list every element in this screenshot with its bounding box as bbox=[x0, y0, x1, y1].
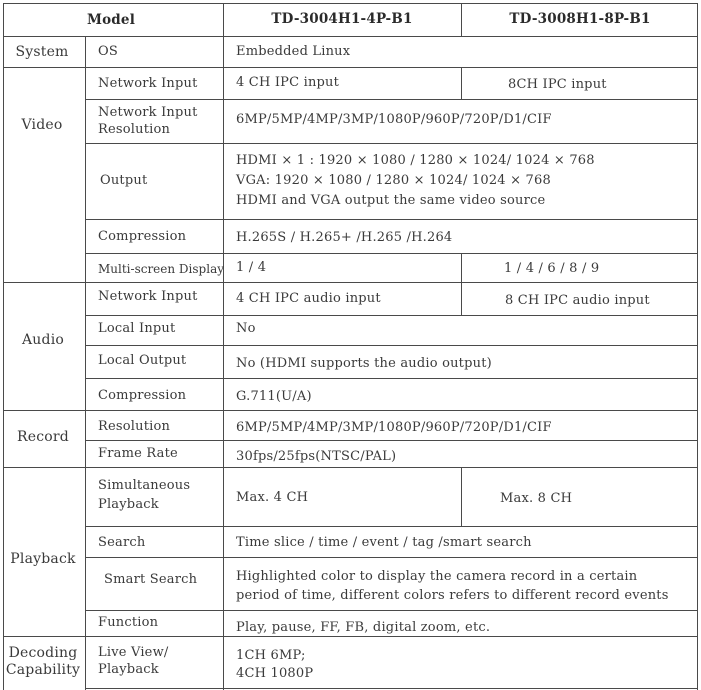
section-divider-record bbox=[3, 467, 698, 468]
row-divider bbox=[85, 143, 698, 144]
category-playback: Playback bbox=[10, 551, 76, 567]
value-smart-search-line2: period of time, different colors refers to different record events bbox=[236, 588, 669, 603]
value-network-input-4ch: 4 CH IPC input bbox=[236, 75, 340, 90]
value-multi-screen-4ch: 1 / 4 bbox=[236, 260, 267, 275]
value-audio-network-input-4ch: 4 CH IPC audio input bbox=[236, 291, 381, 306]
model-column-divider-header bbox=[461, 3, 462, 36]
row-divider bbox=[85, 688, 698, 689]
row-divider bbox=[85, 557, 698, 558]
model-column-divider-audio-input bbox=[461, 282, 462, 315]
row-label-network-input-resolution-line2: Resolution bbox=[98, 122, 171, 137]
header-model-8ch: TD-3008H1-8P-B1 bbox=[509, 11, 651, 27]
row-label-audio-compression: Compression bbox=[98, 388, 187, 403]
value-network-input-8ch: 8CH IPC input bbox=[508, 77, 607, 92]
value-simultaneous-4ch: Max. 4 CH bbox=[236, 490, 309, 505]
row-label-output: Output bbox=[100, 173, 148, 188]
row-divider bbox=[85, 610, 698, 611]
table-border-top bbox=[3, 3, 698, 4]
section-divider-video bbox=[3, 282, 698, 283]
category-column-divider bbox=[85, 36, 86, 690]
model-column-divider-multiscreen bbox=[461, 253, 462, 282]
row-label-simultaneous-line1: Simultaneous bbox=[98, 478, 191, 493]
category-system: System bbox=[15, 44, 69, 60]
row-label-simultaneous-line2: Playback bbox=[98, 497, 159, 512]
row-divider bbox=[85, 315, 698, 316]
value-audio-network-input-8ch: 8 CH IPC audio input bbox=[505, 293, 650, 308]
value-function: Play, pause, FF, FB, digital zoom, etc. bbox=[236, 620, 491, 635]
model-column-divider-simultaneous bbox=[461, 467, 462, 526]
row-label-multi-screen-display: Multi-screen Display bbox=[98, 262, 224, 276]
category-audio: Audio bbox=[22, 332, 64, 348]
value-compression: H.265S / H.265+ /H.265 /H.264 bbox=[236, 230, 453, 245]
row-divider bbox=[85, 526, 698, 527]
value-frame-rate: 30fps/25fps(NTSC/PAL) bbox=[236, 449, 397, 464]
value-output-note: HDMI and VGA output the same video source bbox=[236, 193, 546, 208]
row-label-frame-rate: Frame Rate bbox=[98, 446, 178, 461]
value-audio-compression: G.711(U/A) bbox=[236, 389, 312, 404]
value-output-hdmi: HDMI × 1 : 1920 × 1080 / 1280 × 1024/ 1024 × 768 bbox=[236, 153, 595, 168]
row-label-os: OS bbox=[98, 44, 118, 59]
category-decoding-line2: Capability bbox=[5, 662, 81, 678]
value-network-input-resolution: 6MP/5MP/4MP/3MP/1080P/960P/720P/D1/CIF bbox=[236, 112, 552, 127]
value-record-resolution: 6MP/5MP/4MP/3MP/1080P/960P/720P/D1/CIF bbox=[236, 420, 552, 435]
header-model: Model bbox=[86, 12, 136, 28]
section-divider-playback bbox=[3, 636, 698, 637]
category-video: Video bbox=[21, 117, 63, 133]
header-model-4ch: TD-3004H1-4P-B1 bbox=[271, 11, 413, 27]
row-label-record-resolution: Resolution bbox=[98, 419, 171, 434]
value-local-input: No bbox=[236, 321, 256, 336]
row-label-network-input-resolution-line1: Network Input bbox=[98, 105, 198, 120]
value-simultaneous-8ch: Max. 8 CH bbox=[500, 491, 573, 506]
category-record: Record bbox=[17, 429, 69, 445]
row-divider bbox=[85, 99, 698, 100]
row-divider bbox=[85, 345, 698, 346]
value-live-view-line1: 1CH 6MP; bbox=[236, 648, 306, 663]
row-label-local-output: Local Output bbox=[98, 353, 187, 368]
row-label-search: Search bbox=[98, 535, 146, 550]
table-border-left bbox=[3, 3, 4, 690]
row-label-function: Function bbox=[98, 615, 159, 630]
section-divider-audio bbox=[3, 410, 698, 411]
value-multi-screen-8ch: 1 / 4 / 6 / 8 / 9 bbox=[504, 261, 600, 276]
row-label-live-view-line1: Live View/ bbox=[98, 645, 169, 660]
table-border-right bbox=[697, 3, 698, 690]
row-label-local-input: Local Input bbox=[98, 321, 176, 336]
model-column-divider-network-input bbox=[461, 67, 462, 99]
row-divider bbox=[85, 378, 698, 379]
row-divider bbox=[85, 219, 698, 220]
value-live-view-line2: 4CH 1080P bbox=[236, 666, 314, 681]
section-divider-system bbox=[3, 67, 698, 68]
header-divider bbox=[3, 36, 698, 37]
value-os: Embedded Linux bbox=[236, 44, 351, 59]
row-label-smart-search: Smart Search bbox=[104, 572, 198, 587]
row-divider bbox=[85, 253, 698, 254]
value-column-divider bbox=[223, 3, 224, 690]
row-label-audio-network-input: Network Input bbox=[98, 289, 198, 304]
value-search: Time slice / time / event / tag /smart search bbox=[236, 535, 532, 550]
category-decoding-line1: Decoding bbox=[8, 645, 78, 661]
value-smart-search-line1: Highlighted color to display the camera record in a certain bbox=[236, 569, 638, 584]
row-label-network-input: Network Input bbox=[98, 76, 198, 91]
row-divider bbox=[85, 440, 698, 441]
row-label-live-view-line2: Playback bbox=[98, 662, 159, 677]
row-label-compression: Compression bbox=[98, 229, 187, 244]
value-local-output: No (HDMI supports the audio output) bbox=[236, 356, 492, 371]
value-output-vga: VGA: 1920 × 1080 / 1280 × 1024/ 1024 × 768 bbox=[236, 173, 551, 188]
